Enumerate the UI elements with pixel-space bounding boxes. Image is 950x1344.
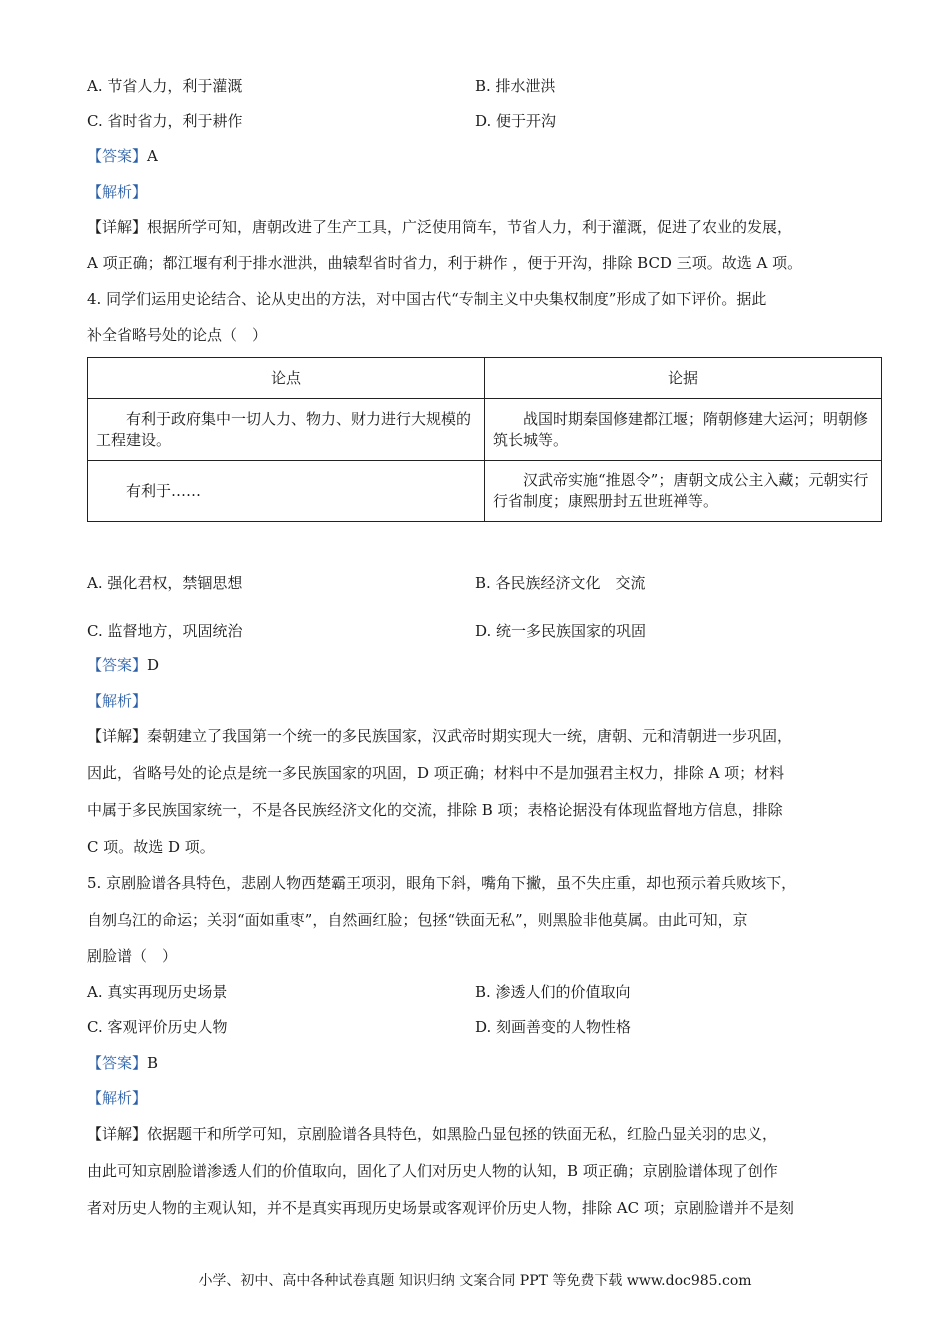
q4-detail-line-3: 中属于多民族国家统一，不是各民族经济文化的交流，排除 B 项；表格论据没有体现监督地方信息，排除	[87, 801, 783, 819]
answer-value: D	[147, 656, 160, 674]
q4-analysis-tag	[87, 691, 147, 711]
q4-option-b: B. 各民族经济文化 交流	[475, 574, 646, 592]
q4-option-a: A. 强化君权，禁锢思想	[87, 574, 243, 592]
q5-detail-line-2: 由此可知京剧脸谱渗透人们的价值取向，固化了人们对历史人物的认知，B 项正确；京剧脸谱体现了创作	[87, 1162, 778, 1180]
q3-option-d: D. 便于开沟	[475, 112, 557, 130]
q4-option-d: D. 统一多民族国家的巩固	[475, 622, 647, 640]
answer-tag: 【答案】	[87, 656, 148, 674]
q3-detail-line-1	[87, 217, 792, 237]
q3-option-c: C. 省时省力，利于耕作	[87, 112, 243, 130]
table-header-row	[88, 358, 882, 399]
q5-option-c: C. 客观评价历史人物	[87, 1018, 228, 1036]
analysis-tag: 【解析】	[87, 1089, 148, 1107]
table-row	[88, 461, 882, 522]
table-row	[88, 399, 882, 461]
detail-text: 根据所学可知，唐朝改进了生产工具，广泛使用筒车，节省人力，利于灌溉，促进了农业的发展，	[147, 218, 793, 236]
q3-option-b: B. 排水泄洪	[475, 77, 556, 95]
table-cell	[88, 461, 485, 522]
q3-answer	[87, 146, 158, 166]
q4-option-c: C. 监督地方，巩固统治	[87, 622, 243, 640]
analysis-tag: 【解析】	[87, 692, 148, 710]
detail-text: 依据题干和所学可知，京剧脸谱各具特色，如黑脸凸显包拯的铁面无私，红脸凸显关羽的忠义，	[147, 1125, 778, 1143]
q5-detail-line-3: 者对历史人物的主观认知，并不是真实再现历史场景或客观评价历史人物，排除 AC 项；京剧脸谱并不是刻	[87, 1199, 794, 1217]
header-evidence: 论据	[485, 358, 882, 399]
q4-detail-line-4: C 项。故选 D 项。	[87, 838, 215, 856]
q5-option-a: A. 真实再现历史场景	[87, 983, 228, 1001]
detail-tag: 【详解】	[87, 218, 148, 236]
q3-option-a: A. 节省人力，利于灌溉	[87, 77, 243, 95]
cell-text: 战国时期秦国修建都江堰；隋朝修建大运河；明朝修筑长城等。	[493, 409, 869, 449]
detail-tag: 【详解】	[87, 1125, 148, 1143]
answer-tag: 【答案】	[87, 1054, 148, 1072]
cell-text: 有利于政府集中一切人力、物力、财力进行大规模的工程建设。	[96, 409, 472, 449]
header-argument: 论点	[88, 358, 485, 399]
detail-tag: 【详解】	[87, 727, 148, 745]
q4-stem-line-2: 补全省略号处的论点（ ）	[87, 326, 268, 344]
q5-stem-line-3: 剧脸谱（ ）	[87, 947, 178, 965]
q4-answer	[87, 655, 159, 675]
q5-detail-line-1	[87, 1124, 777, 1144]
q5-option-b: B. 渗透人们的价值取向	[475, 983, 631, 1001]
argument-table	[87, 357, 882, 522]
q4-stem-line-1: 4. 同学们运用史论结合、论从史出的方法，对中国古代“专制主义中央集权制度”形成了如下评价。据此	[87, 290, 767, 308]
analysis-tag: 【解析】	[87, 183, 148, 201]
answer-value: B	[147, 1054, 159, 1072]
cell-text: 汉武帝实施“推恩令”；唐朝文成公主入藏；元朝实行行省制度；康熙册封五世班禅等。	[493, 471, 869, 510]
table-cell	[485, 399, 882, 461]
table-cell	[88, 399, 485, 461]
answer-tag: 【答案】	[87, 147, 148, 165]
q4-detail-line-1	[87, 726, 792, 746]
q5-analysis-tag	[87, 1088, 147, 1108]
answer-value: A	[147, 147, 158, 165]
q5-answer	[87, 1053, 158, 1073]
page-footer: 小学、初中、高中各种试卷真题 知识归纳 文案合同 PPT 等免费下载 www.doc985.com	[198, 1273, 752, 1289]
q3-analysis-tag	[87, 182, 147, 202]
q5-stem-line-2: 自刎乌江的命运；关羽“面如重枣”，自然画红脸；包拯“铁面无私”，则黑脸非他莫属。由此可知，京	[87, 911, 748, 929]
table-cell	[485, 461, 882, 522]
q5-stem-line-1: 5. 京剧脸谱各具特色，悲剧人物西楚霸王项羽，眼角下斜，嘴角下撇，虽不失庄重，却也预示着兵败垓下，	[87, 874, 797, 892]
cell-text: 有利于……	[126, 481, 202, 500]
q4-detail-line-2: 因此，省略号处的论点是统一多民族国家的巩固，D 项正确；材料中不是加强君主权力，排除 A 项；材料	[87, 764, 785, 782]
q5-option-d: D. 刻画善变的人物性格	[475, 1018, 632, 1036]
detail-text: 秦朝建立了我国第一个统一的多民族国家，汉武帝时期实现大一统，唐朝、元和清朝进一步巩固，	[147, 727, 793, 745]
q3-detail-line-2: A 项正确；都江堰有利于排水泄洪，曲辕犁省时省力，利于耕作 ，便于开沟，排除 BCD 三项。故选 A 项。	[87, 254, 803, 272]
